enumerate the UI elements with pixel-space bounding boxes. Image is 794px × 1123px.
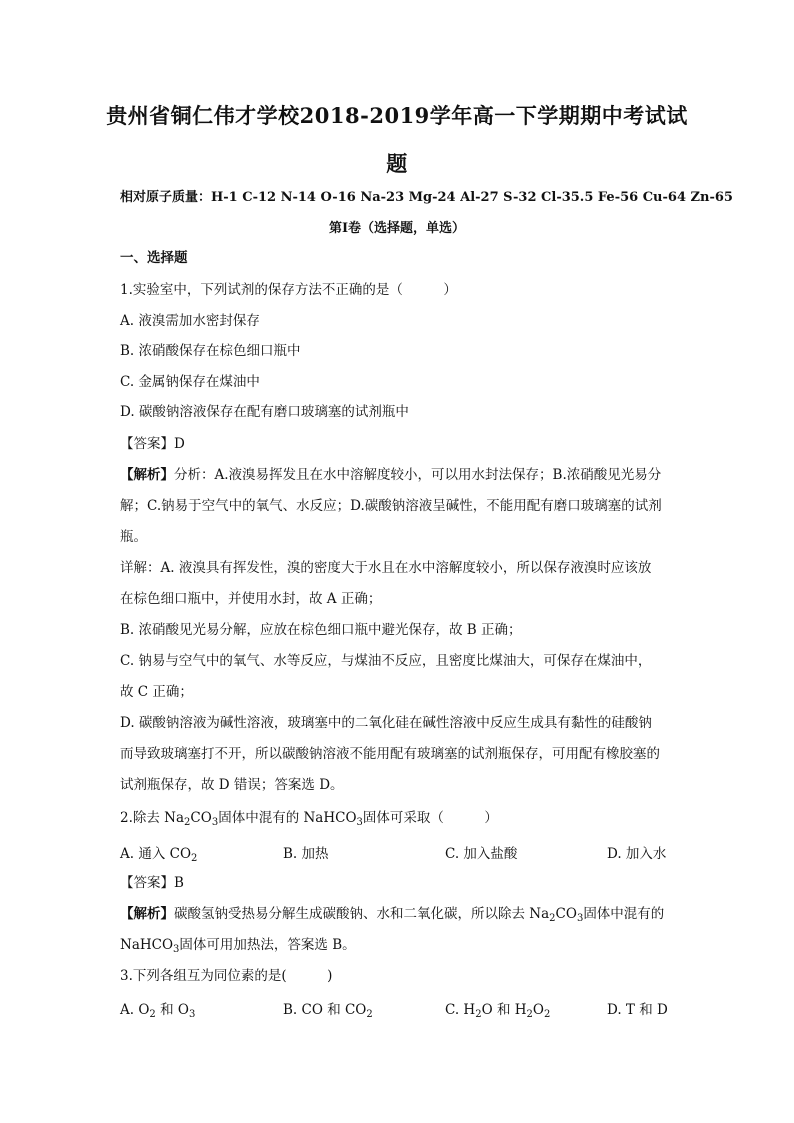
analysis-text: 固体可用加热法，答案选 B。 [179, 937, 356, 953]
q1-detail-line-2: 在棕色细口瓶中，并使用水封，故 A 正确； [120, 591, 382, 607]
q2-option-d: D. 加入水 [607, 846, 667, 862]
q1-stem: 1.实验室中，下列试剂的保存方法不正确的是（ ） [120, 282, 457, 298]
q2-option-a [120, 842, 197, 862]
q2-stem-part: 固体可采取（ ） [362, 810, 498, 826]
analysis-text: 分析：A.液溴易挥发且在水中溶解度较小，可以用水封法保存；B.浓硝酸见光易分 [174, 467, 662, 483]
q1-option-c: C. 金属钠保存在煤油中 [120, 374, 260, 390]
option-text: A. 通入 CO [120, 846, 192, 862]
option-text: B. CO 和 CO [283, 1002, 367, 1018]
subscript: 2 [475, 1009, 482, 1020]
subscript: 2 [526, 1009, 533, 1020]
q1-option-b: B. 浓硝酸保存在棕色细口瓶中 [120, 343, 301, 359]
q2-analysis-line-2 [120, 935, 680, 955]
q1-detail-line-1: 详解：A. 液溴具有挥发性，溴的密度大于水且在水中溶解度较小，所以保存液溴时应该放 [120, 560, 652, 576]
q1-option-a: A. 液溴需加水密封保存 [120, 313, 260, 329]
analysis-label: 【解析】 [120, 467, 174, 483]
q2-stem-part: CO [190, 810, 212, 826]
section-heading: 一、选择题 [120, 250, 188, 266]
q3-option-d: D. T 和 D [607, 1002, 668, 1018]
q1-option-d: D. 碳酸钠溶液保存在配有磨口玻璃塞的试剂瓶中 [120, 404, 409, 420]
q2-analysis-line-1 [120, 904, 680, 924]
option-text: 和 O [155, 1002, 189, 1018]
q1-analysis-line-1 [120, 465, 680, 485]
subscript: 3 [356, 817, 363, 828]
subscript: 2 [366, 1009, 373, 1020]
option-text: O 和 H [481, 1002, 527, 1018]
subscript: 2 [549, 913, 556, 924]
q3-option-a [120, 998, 195, 1018]
q1-analysis-line-3: 瓶。 [120, 529, 147, 545]
subscript: 2 [191, 853, 198, 864]
subscript: 2 [543, 1009, 551, 1020]
option-text: A. O [120, 1002, 150, 1018]
q1-detail-line-3: B. 浓硝酸见光易分解，应放在棕色细口瓶中避光保存，故 B 正确； [120, 622, 522, 638]
q1-answer: 【答案】D [120, 436, 185, 452]
q2-stem [120, 808, 680, 828]
q1-detail-line-6: D. 碳酸钠溶液为碱性溶液，玻璃塞中的二氧化硅在碱性溶液中反应生成具有黏性的硅酸钠 [120, 715, 652, 731]
q1-analysis-line-2: 解；C.钠易于空气中的氧气、水反应；D.碳酸钠溶液呈碱性，不能用配有磨口玻璃塞的试剂 [120, 498, 662, 514]
atomic-mass-line: 相对原子质量：H-1 C-12 N-14 O-16 Na-23 Mg-24 Al-27 S-32 Cl-35.5 Fe-56 Cu-64 Zn-65 [120, 190, 733, 205]
subscript: 3 [576, 913, 584, 924]
analysis-text: CO [555, 906, 577, 922]
q1-detail-line-8: 试剂瓶保存，故 D 错误；答案选 D。 [120, 777, 344, 793]
q1-detail-line-7: 而导致玻璃塞打不开，所以碳酸钠溶液不能用配有玻璃塞的试剂瓶保存，可用配有橡胶塞的 [120, 746, 660, 762]
analysis-text: 固体中混有的 [583, 906, 665, 922]
analysis-text: 碳酸氢钠受热易分解生成碳酸钠、水和二氧化碳，所以除去 Na [174, 906, 550, 922]
document-title: 贵州省铜仁伟才学校2018-2019学年高一下学期期中考试试 [106, 103, 688, 128]
q2-option-c: C. 加入盐酸 [445, 846, 518, 862]
analysis-label: 【解析】 [120, 906, 174, 922]
q3-stem: 3.下列各组互为同位素的是( ) [120, 968, 333, 984]
q2-stem-part: 固体中混有的 NaHCO [218, 810, 357, 826]
volume-heading: 第Ⅰ卷（选择题，单选） [328, 221, 466, 236]
option-text: O [532, 1002, 544, 1018]
q3-option-b [283, 998, 373, 1018]
q3-option-c [445, 998, 550, 1018]
subscript: 3 [173, 944, 180, 955]
q2-stem-part: 2.除去 Na [120, 810, 185, 826]
q1-detail-line-4: C. 钠易与空气中的氧气、水等反应，与煤油不反应，且密度比煤油大，可保存在煤油中， [120, 653, 652, 669]
subscript: 3 [211, 817, 219, 828]
subscript: 3 [188, 1009, 196, 1020]
subscript: 2 [184, 817, 191, 828]
document-title-continued: 题 [386, 151, 408, 176]
option-text: C. H [445, 1002, 476, 1018]
analysis-text: NaHCO [120, 937, 174, 953]
q2-answer: 【答案】B [120, 875, 184, 891]
subscript: 2 [149, 1009, 156, 1020]
q1-detail-line-5: 故 C 正确； [120, 684, 193, 700]
q2-option-b: B. 加热 [283, 846, 329, 862]
